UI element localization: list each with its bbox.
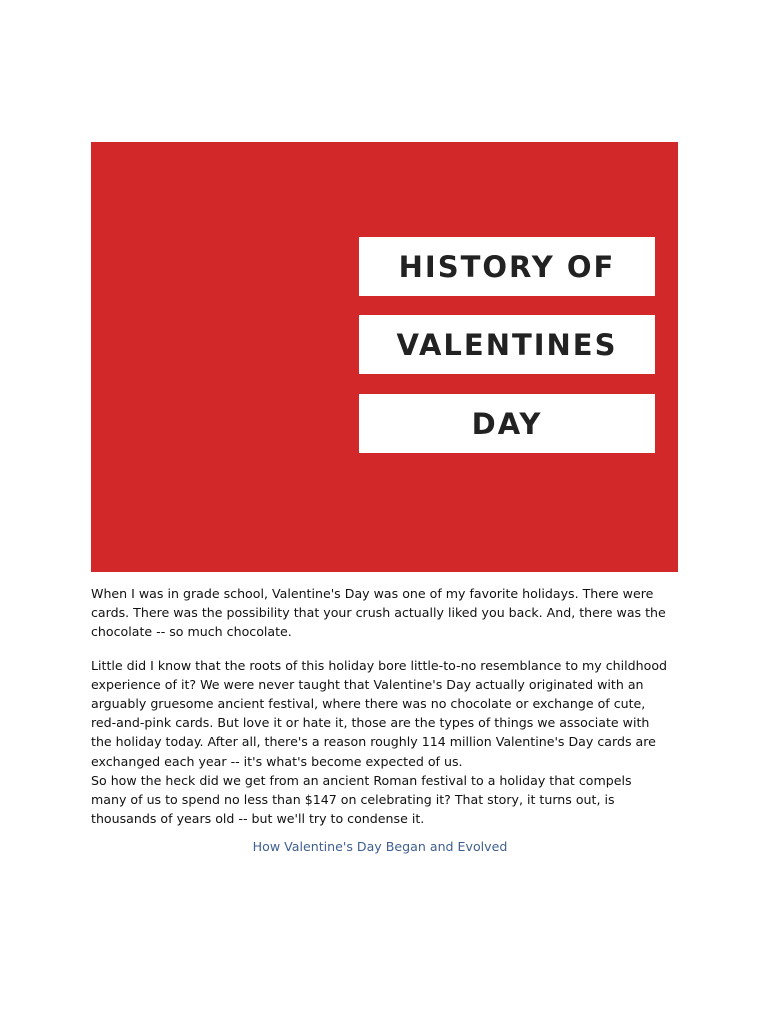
article-paragraph-2: Little did I know that the roots of this holiday bore little-to-no resemblance to my childhood experience of it? We were never taught that Valentine's Day actually originated with an arguably gruesome ancient festival, where there was no chocolate or exchange of cute, red-and-pink cards. But love it or hate it, those are the types of things we associate with the holiday today. After all, there's a reason roughly 114 million Valentine's Day cards are exchanged each year -- it's what's become expected of us. <box>91 657 668 769</box>
article-paragraph-3: So how the heck did we get from an ancient Roman festival to a holiday that compels many of us to spend no less than $147 on celebrating it? That story, it turns out, is thousands of years old -- but we'll try to condense it. <box>91 772 632 827</box>
hero-banner <box>91 142 678 572</box>
hero-title-text-1: HISTORY OF <box>398 249 616 284</box>
article-paragraph-1: When I was in grade school, Valentine's Day was one of my favorite holidays. There were cards. There was the possibility that your crush actually liked you back. And, there was the chocolate -- so much chocolate. <box>91 586 666 640</box>
hero-title-line-2 <box>359 315 655 374</box>
hero-title-line-3 <box>359 394 655 453</box>
hero-title-text-3: DAY <box>471 406 543 441</box>
article-body <box>91 584 669 828</box>
hero-title-line-1 <box>359 237 655 296</box>
section-heading: How Valentine's Day Began and Evolved <box>252 839 508 854</box>
hero-title-text-2: VALENTINES <box>396 327 618 362</box>
